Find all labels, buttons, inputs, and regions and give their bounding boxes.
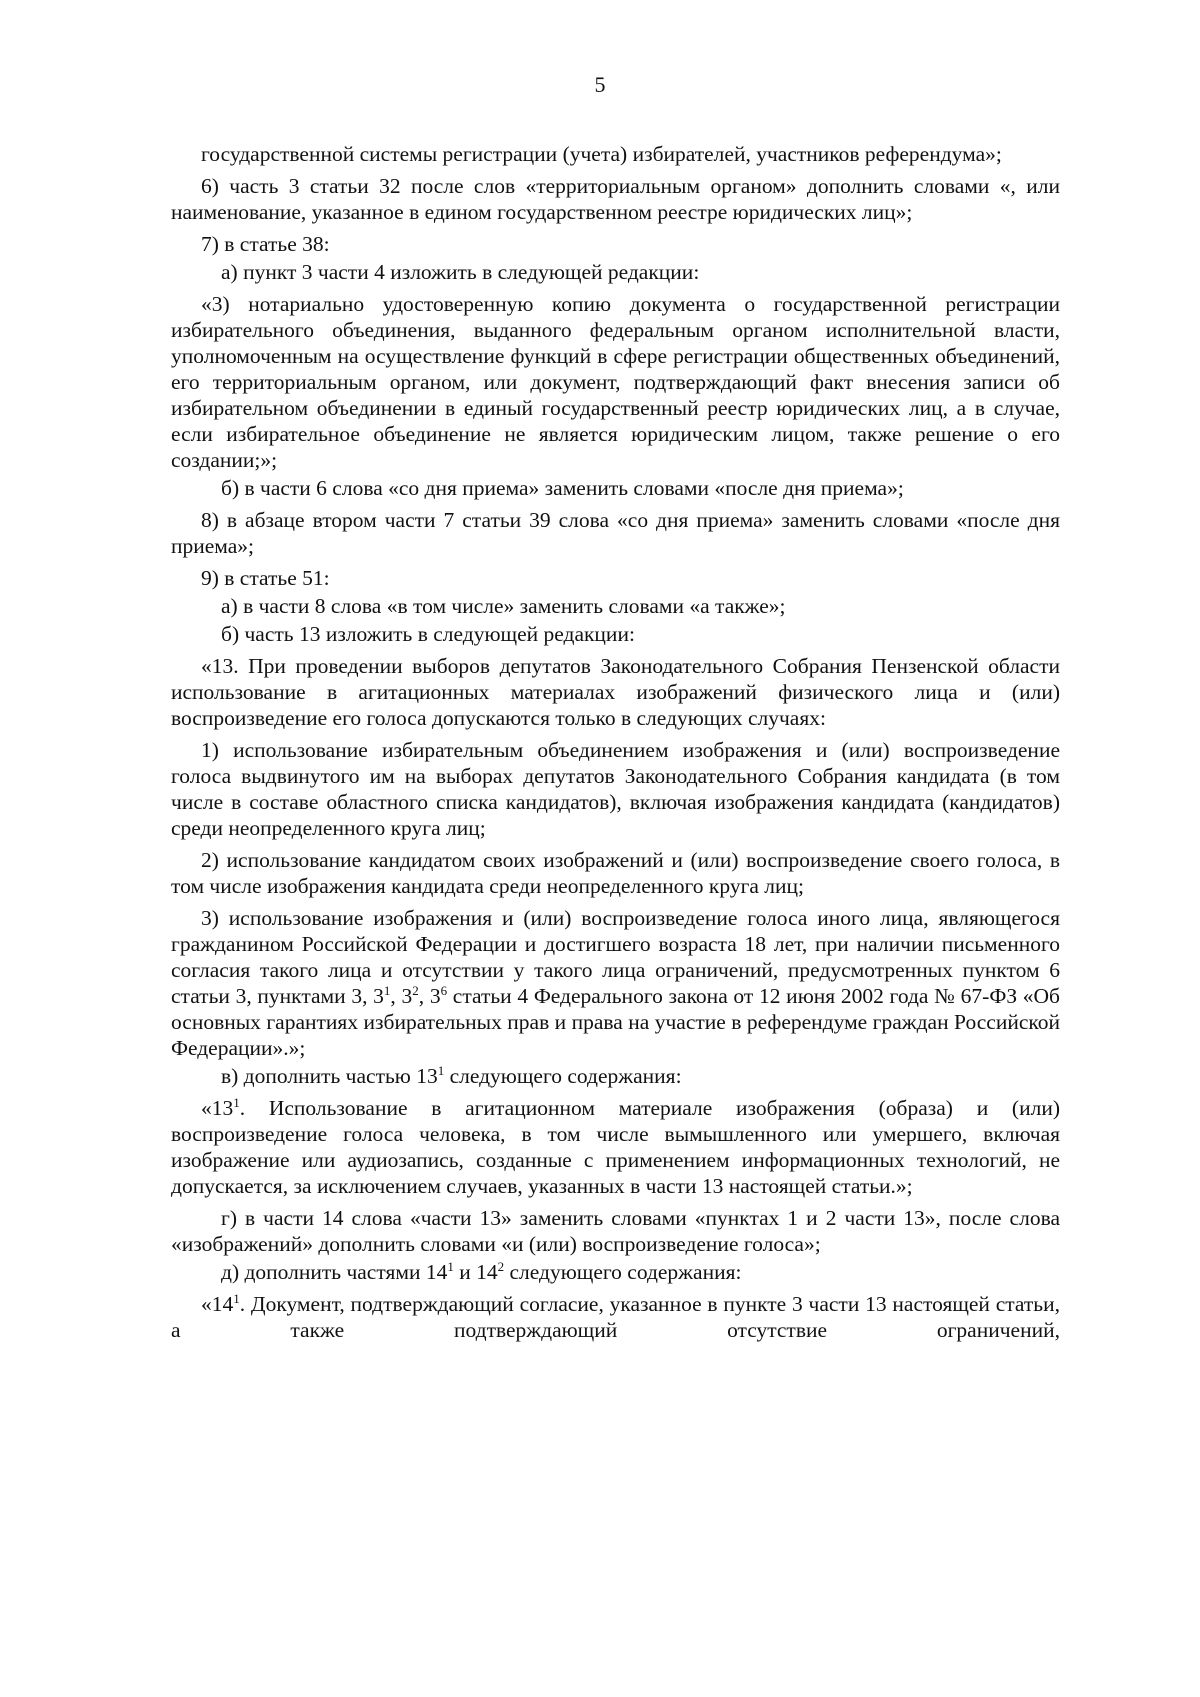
text-run: д) дополнить частями 14 xyxy=(221,1260,448,1284)
paragraph-registration-system: государственной системы регистрации (учета) избирателей, участников референдума»; xyxy=(201,142,1002,166)
paragraph-item-9g: г) в части 14 слова «части 13» заменить словами «пунктах 1 и 2 части 13», после слова «изображений» дополнить словами «и (или) воспроизведение голоса»; xyxy=(171,1206,1060,1256)
paragraph-item-9: 9) в статье 51: xyxy=(201,566,330,590)
superscript: 1 xyxy=(233,1291,240,1306)
paragraph-item-9b: б) часть 13 изложить в следующей редакции: xyxy=(221,622,635,646)
paragraph-case-1: 1) использование избирательным объединением изображения и (или) воспроизведение голоса выдвинутого им на выборах депутатов Законодательного Собрания кандидата (в том числе в составе областного списка кандидатов), включая изображения кандидата (кандидатов) среди неопределенного круга лиц; xyxy=(171,738,1060,840)
paragraph-item-9v xyxy=(171,1063,1060,1089)
paragraph-case-2: 2) использование кандидатом своих изображений и (или) воспроизведение своего голоса, в том числе изображения кандидата среди неопределенного круга лиц; xyxy=(171,848,1060,898)
paragraph-quote-part-13-1 xyxy=(171,1095,1060,1199)
paragraph-quote-part-14-1 xyxy=(171,1291,1060,1343)
text-run: . Документ, подтверждающий согласие, указанное в пункте 3 части 13 настоящей статьи, а также подтверждающий отсутствие ограничений, xyxy=(171,1292,1060,1342)
text-run: следующего содержания: xyxy=(504,1260,742,1284)
page-number: 5 xyxy=(594,72,606,97)
paragraph-item-8: 8) в абзаце втором части 7 статьи 39 слова «со дня приема» заменить словами «после дня приема»; xyxy=(171,508,1060,558)
text-run: и 14 xyxy=(453,1260,498,1284)
superscript: 2 xyxy=(412,983,419,998)
text-run: «13 xyxy=(201,1096,234,1120)
text-run: 3) использование изображения и (или) воспроизведение голоса иного лица, являющегося гражданином Российской Федерации и достигшего возраста 18 лет, при наличии письменного согласия такого лица и отсутствии у такого лица ограничений, предусмотренных пунктом 6 статьи 3, пунктами 3, 3 xyxy=(171,906,1060,1008)
paragraph-item-7a: а) пункт 3 части 4 изложить в следующей редакции: xyxy=(221,260,700,284)
paragraph-quote-point-3: «3) нотариально удостоверенную копию документа о государственной регистрации избирательного объединения, выданного федеральным органом исполнительной власти, уполномоченным на осуществление функций в сфере регистрации общественных объединений, его территориальным органом, или документ, подтверждающий факт внесения записи об избирательном объединении в единый государственный реестр юридических лиц, а в случае, если избирательное объединение не является юридическим лицом, также решение о его создании;»; xyxy=(171,292,1060,472)
paragraph-quote-part-13: «13. При проведении выборов депутатов Законодательного Собрания Пензенской области использование в агитационных материалах изображений физического лица и (или) воспроизведение его голоса допускаются только в следующих случаях: xyxy=(171,654,1060,730)
paragraph-item-7: 7) в статье 38: xyxy=(201,232,330,256)
superscript: 1 xyxy=(437,1063,445,1078)
text-run: следующего содержания: xyxy=(444,1064,682,1088)
superscript: 1 xyxy=(233,1095,240,1110)
superscript: 1 xyxy=(447,1259,454,1274)
superscript: 1 xyxy=(383,983,391,998)
superscript: 6 xyxy=(440,983,448,998)
paragraph-item-6: 6) часть 3 статьи 32 после слов «территориальным органом» дополнить словами «, или наименование, указанное в едином государственном реестре юридических лиц»; xyxy=(171,174,1060,224)
paragraph-case-3 xyxy=(171,905,1060,1061)
text-run: . Использование в агитационном материале изображения (образа) и (или) воспроизведение голоса человека, в том числе вымышленного или умершего, включая изображение или аудиозапись, созданные с применением информационных технологий, не допускается, за исключением случаев, указанных в части 13 настоящей статьи.»; xyxy=(171,1096,1060,1198)
text-run: в) дополнить частью 13 xyxy=(221,1064,438,1088)
paragraph-item-9a: а) в части 8 слова «в том числе» заменить словами «а также»; xyxy=(221,594,786,618)
superscript: 2 xyxy=(497,1259,505,1274)
text-run: , 3 xyxy=(390,984,413,1008)
paragraph-item-9d xyxy=(171,1259,1060,1285)
text-run: статьи 4 Федерального закона от 12 июня 2002 года № 67-ФЗ «Об основных гарантиях избирательных прав и права на участие в референдуме граждан Российской Федерации».»; xyxy=(171,984,1060,1060)
paragraph-item-7b: б) в части 6 слова «со дня приема» заменить словами «после дня приема»; xyxy=(221,476,904,500)
text-run: , 3 xyxy=(418,984,441,1008)
text-run: «14 xyxy=(201,1292,234,1316)
document-body xyxy=(171,141,1060,1349)
